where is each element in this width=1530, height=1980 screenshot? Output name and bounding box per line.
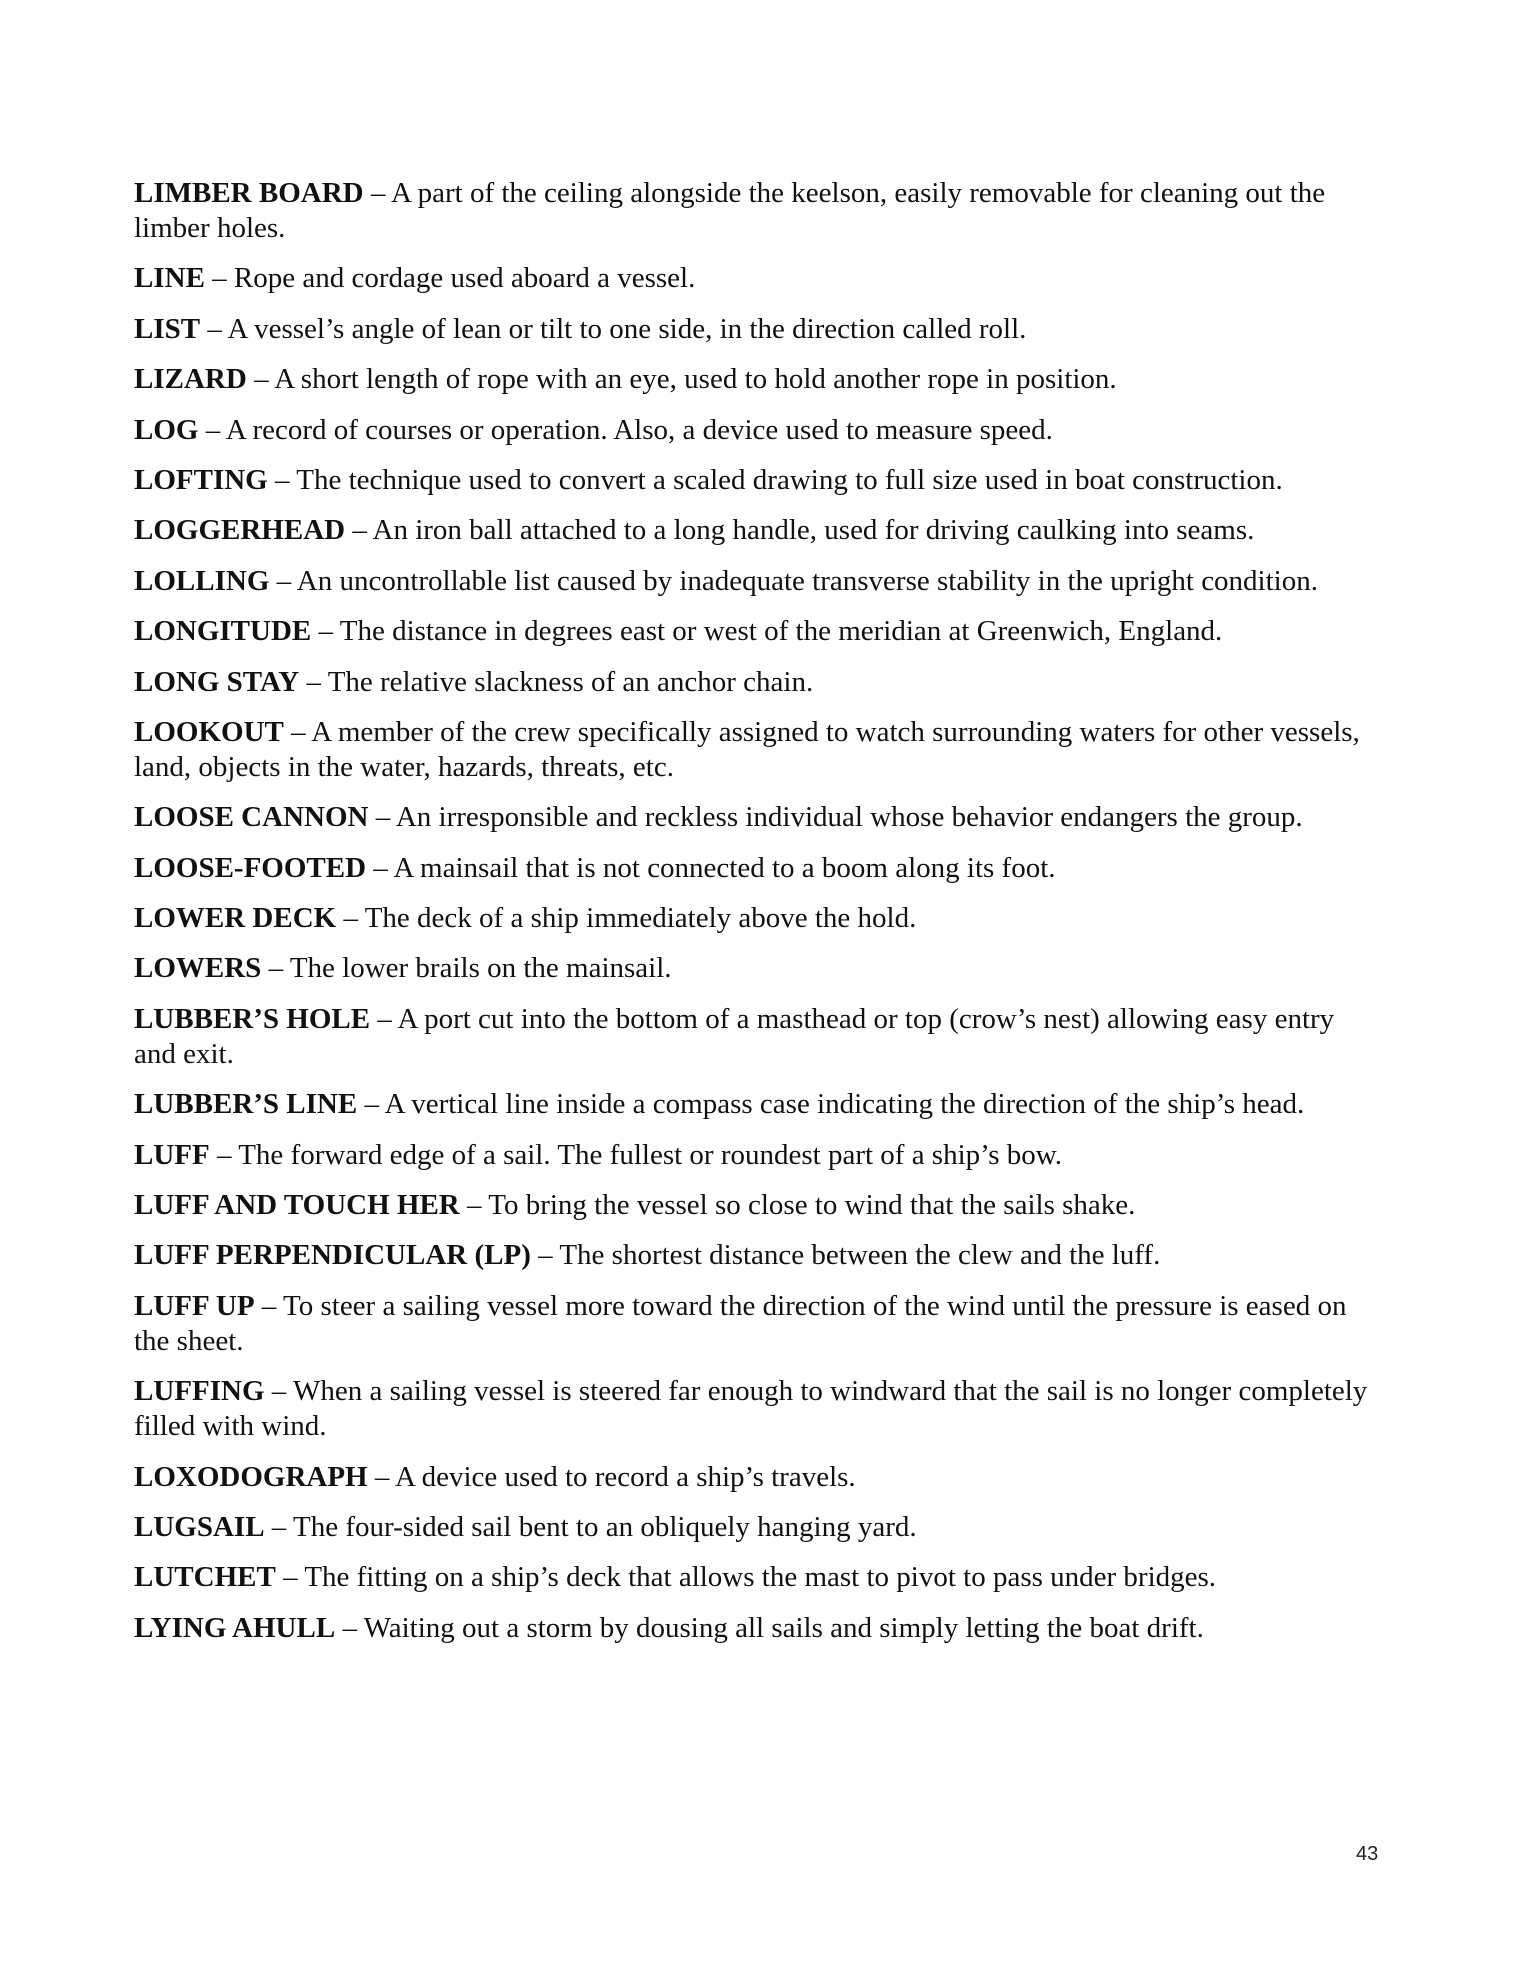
entry-term: LUFF AND TOUCH HER xyxy=(134,1189,460,1222)
entry-separator: – xyxy=(267,463,297,496)
entry-definition: The forward edge of a sail. The fullest or roundest part of a ship’s bow. xyxy=(238,1138,1063,1171)
glossary-entry xyxy=(134,463,1379,498)
entry-separator: – xyxy=(368,801,396,834)
glossary-entry xyxy=(134,1188,1379,1223)
entry-separator: – xyxy=(345,514,373,547)
entry-term: LOOSE CANNON xyxy=(134,801,369,834)
entry-definition: The deck of a ship immediately above the hold. xyxy=(364,902,917,935)
entry-definition: A mainsail that is not connected to a boom along its foot. xyxy=(393,851,1056,884)
glossary-entry xyxy=(134,1138,1379,1173)
entry-separator: – xyxy=(254,1289,284,1322)
glossary-entry xyxy=(134,665,1379,700)
entry-definition: The distance in degrees east or west of the meridian at Greenwich, England. xyxy=(339,615,1223,648)
page-number: 43 xyxy=(1356,1843,1379,1865)
entry-separator: – xyxy=(264,1375,293,1408)
entry-separator: – xyxy=(264,1510,294,1543)
entry-definition: An irresponsible and reckless individual whose behavior endangers the group. xyxy=(395,801,1303,834)
glossary-entry xyxy=(134,1560,1379,1595)
entry-term: LIMBER BOARD xyxy=(134,177,364,209)
entry-separator: – xyxy=(367,1460,396,1493)
glossary-entry xyxy=(134,261,1379,296)
glossary-entry xyxy=(134,1087,1379,1122)
entry-separator: – xyxy=(363,177,392,209)
entry-separator: – xyxy=(275,1561,305,1594)
entry-definition: A vertical line inside a compass case indicating the direction of the ship’s head. xyxy=(384,1088,1305,1121)
entry-separator: – xyxy=(335,1611,364,1644)
entry-separator: – xyxy=(366,851,394,884)
entry-term: LOLLING xyxy=(134,564,270,597)
entry-term: LOWER DECK xyxy=(134,902,337,935)
entry-term: LUFF xyxy=(134,1138,210,1171)
glossary-entry xyxy=(134,1289,1379,1359)
entry-separator: – xyxy=(198,413,226,446)
entry-definition: The fitting on a ship’s deck that allows the mast to pivot to pass under bridges. xyxy=(304,1561,1217,1594)
entry-term: LONGITUDE xyxy=(134,615,312,648)
entry-separator: – xyxy=(370,1002,398,1035)
glossary-entry xyxy=(134,715,1379,785)
entry-term: LUTCHET xyxy=(134,1561,276,1594)
glossary-entry xyxy=(134,564,1379,599)
glossary-entry xyxy=(134,1460,1379,1495)
glossary-entry xyxy=(134,1002,1379,1072)
entry-term: LUFF UP xyxy=(134,1289,255,1322)
entry-definition: The technique used to convert a scaled drawing to full size used in boat construction. xyxy=(296,463,1283,496)
glossary-entry xyxy=(134,800,1379,835)
entry-separator: – xyxy=(269,564,297,597)
entry-term: LOXODOGRAPH xyxy=(134,1460,368,1493)
entry-separator: – xyxy=(283,715,312,748)
entry-definition: A device used to record a ship’s travels. xyxy=(395,1460,856,1493)
glossary-entry xyxy=(134,513,1379,548)
entry-term: LUBBER’S HOLE xyxy=(134,1002,371,1035)
entry-definition: The four-sided sail bent to an obliquely hanging yard. xyxy=(293,1510,917,1543)
glossary-entry xyxy=(134,1374,1379,1444)
glossary-entry xyxy=(134,1238,1379,1273)
glossary-entry xyxy=(134,614,1379,649)
entry-definition: An uncontrollable list caused by inadequate transverse stability in the upright condition. xyxy=(296,564,1318,597)
entry-term: LIZARD xyxy=(134,363,247,396)
entry-term: LYING AHULL xyxy=(134,1611,336,1644)
entry-definition: A part of the ceiling alongside the keelson, easily removable for cleaning out the limber holes. xyxy=(134,177,1326,244)
entry-term: LUBBER’S LINE xyxy=(134,1088,358,1121)
glossary-page xyxy=(134,176,1379,1661)
entry-definition: The relative slackness of an anchor chain. xyxy=(327,665,814,698)
entry-definition: A port cut into the bottom of a masthead or top (crow’s nest) allowing easy entry and exit. xyxy=(134,1002,1335,1070)
entry-separator: – xyxy=(336,902,365,935)
entry-definition: A record of courses or operation. Also, a device used to measure speed. xyxy=(225,413,1053,446)
glossary-entry xyxy=(134,362,1379,397)
entry-definition: When a sailing vessel is steered far enough to windward that the sail is no longer completely filled with wind. xyxy=(134,1375,1368,1443)
entry-separator: – xyxy=(299,665,328,698)
entry-definition: A member of the crew specifically assigned to watch surrounding waters for other vessels, land, objects in the water, hazards, threats, etc. xyxy=(134,715,1360,783)
entry-term: LONG STAY xyxy=(134,665,300,698)
entry-definition: A short length of rope with an eye, used to hold another rope in position. xyxy=(274,363,1117,396)
entry-term: LOG xyxy=(134,413,199,446)
entry-definition: To bring the vessel so close to wind that the sails shake. xyxy=(488,1189,1136,1222)
entry-definition: Rope and cordage used aboard a vessel. xyxy=(233,262,696,295)
entry-separator: – xyxy=(200,312,228,345)
entry-separator: – xyxy=(459,1189,489,1222)
entry-definition: The shortest distance between the clew and the luff. xyxy=(559,1239,1161,1272)
glossary-entry xyxy=(134,851,1379,886)
glossary-entry xyxy=(134,951,1379,986)
glossary-entry xyxy=(134,312,1379,347)
entry-term: LUFF PERPENDICULAR (LP) xyxy=(134,1239,531,1272)
entry-term: LIST xyxy=(134,312,201,345)
glossary-entry xyxy=(134,1510,1379,1545)
entry-separator: – xyxy=(357,1088,385,1121)
entry-definition: Waiting out a storm by dousing all sails and simply letting the boat drift. xyxy=(363,1611,1204,1644)
entry-definition: An iron ball attached to a long handle, used for driving caulking into seams. xyxy=(372,514,1255,547)
glossary-entry xyxy=(134,1611,1379,1646)
glossary-entry xyxy=(134,901,1379,936)
entry-separator: – xyxy=(246,363,275,396)
entry-term: LINE xyxy=(134,262,205,295)
entry-term: LUFFING xyxy=(134,1375,265,1408)
entry-term: LOFTING xyxy=(134,463,268,496)
entry-definition: A vessel’s angle of lean or tilt to one side, in the direction called roll. xyxy=(227,312,1027,345)
entry-term: LOWERS xyxy=(134,952,262,985)
entry-separator: – xyxy=(204,262,234,295)
entry-separator: – xyxy=(209,1138,239,1171)
entry-definition: To steer a sailing vessel more toward the direction of the wind until the pressure is eased on the sheet. xyxy=(134,1289,1347,1357)
glossary-entry xyxy=(134,176,1379,246)
entry-definition: The lower brails on the mainsail. xyxy=(289,952,672,985)
entry-term: LOOKOUT xyxy=(134,715,284,748)
entry-term: LOGGERHEAD xyxy=(134,514,346,547)
entry-separator: – xyxy=(530,1239,560,1272)
entry-term: LUGSAIL xyxy=(134,1510,265,1543)
entry-separator: – xyxy=(261,952,290,985)
entry-term: LOOSE-FOOTED xyxy=(134,851,367,884)
entry-separator: – xyxy=(311,615,340,648)
glossary-entry xyxy=(134,413,1379,448)
